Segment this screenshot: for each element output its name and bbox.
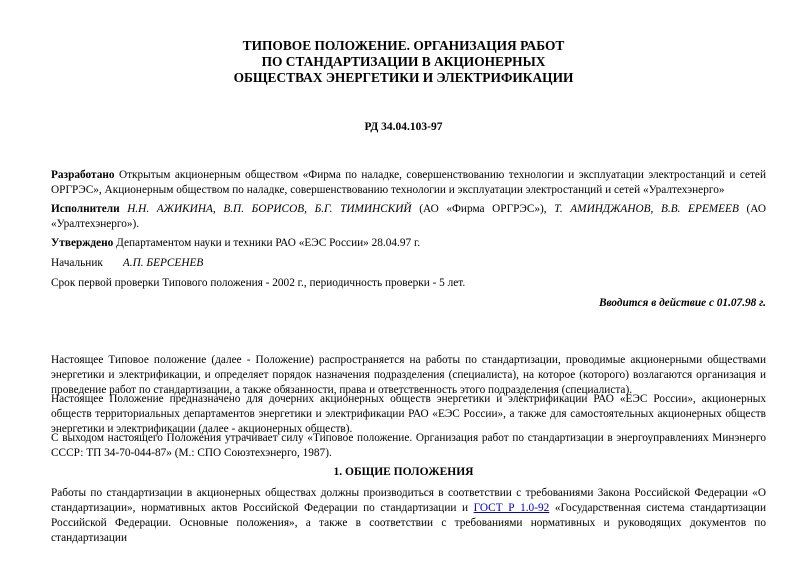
section-heading: 1. ОБЩИЕ ПОЛОЖЕНИЯ [333, 466, 474, 478]
title-line-2: ПО СТАНДАРТИЗАЦИИ В АКЦИОНЕРНЫХ [261, 54, 546, 69]
executors-org-2: (АО «Уралтехэнерго»). [51, 203, 766, 230]
section-paragraph-after: «Государственная система стандартизации Российской Федерации. Основные положения», а также в соответствии с требованиями нормативных и руководящих документов по стандартизации [51, 502, 767, 544]
developed-label: Разработано [51, 169, 115, 181]
approved-label: Утверждено [51, 237, 114, 249]
intro-paragraph-1: Настоящее Типовое положение (далее - Положение) распространяется на работы по стандартизации, проводимые акционерными обществами энергетики и электрификации, и определяет порядок назначения подразделения (специалиста), на которое (которого) возлагаются организация и проведение работ по стандартизации, а также обязанности, права и ответственность этого подразделения (специалиста). [51, 354, 766, 396]
check-period: Срок первой проверки Типового положения - 2002 г., периодичность проверки - 5 лет. [51, 277, 466, 289]
executors-names-2: Т. АМИНДЖАНОВ, В.В. ЕРЕМЕЕВ [554, 203, 739, 215]
intro-paragraph-2: Настоящее Положение предназначено для дочерних акционерных обществ энергетики и электрификации РАО «ЕЭС России», акционерных обществ территориальных департаментов энергетики и электрификации РАО «ЕЭС России», а также для самостоятельных акционерных обществ энергетики и электрификации (далее - акционерных обществ). [51, 393, 766, 435]
developed-paragraph [51, 168, 766, 198]
executors-paragraph [51, 202, 766, 232]
section-paragraph-before: Работы по стандартизации в акционерных обществах должны производиться в соответствии с требованиями Закона Российской Федерации «О стандартизации», нормативных актов Российской Федерации по стандартизации и [51, 487, 766, 514]
chief-label: Начальник [51, 257, 103, 269]
title-line-3: ОБЩЕСТВАХ ЭНЕРГЕТИКИ И ЭЛЕКТРИФИКАЦИИ [233, 70, 574, 85]
effective-date: Вводится в действие с 01.07.98 г. [598, 297, 766, 309]
document-code: РД 34.04.103-97 [364, 121, 443, 133]
gost-link[interactable]: ГОСТ Р 1.0-92 [473, 502, 550, 514]
chief-name: А.П. БЕРСЕНЕВ [122, 257, 204, 269]
chief-paragraph [51, 256, 766, 271]
intro-paragraph-3: С выходом настоящего Положения утрачивает силу «Типовое положение. Организация работ по стандартизации в энергоуправлениях Минэнерго СССР: ТП 34-70-044-87» (М.: СПО Союзтехэнерго, 1987). [51, 432, 766, 459]
document-title [0, 38, 807, 86]
developed-text: Открытым акционерным обществом «Фирма по наладке, совершенствованию технологии и эксплуатации электростанций и сетей ОРГРЭС», Акционерным обществом по наладке, совершенствованию технологии и эксплуатации электростанций и сетей «Уралтехэнерго» [51, 169, 766, 196]
title-line-1: ТИПОВОЕ ПОЛОЖЕНИЕ. ОРГАНИЗАЦИЯ РАБОТ [242, 38, 565, 53]
executors-names-1: Н.Н. АЖИКИНА, В.П. БОРИСОВ, Б.Г. ТИМИНСКИЙ [119, 203, 412, 215]
executors-org-1: (АО «Фирма ОРГРЭС»), [411, 203, 555, 215]
approved-text: Департаментом науки и техники РАО «ЕЭС России» 28.04.97 г. [113, 237, 421, 249]
executors-label: Исполнители [51, 203, 120, 215]
approved-paragraph [51, 236, 766, 251]
section-paragraph [51, 486, 766, 546]
